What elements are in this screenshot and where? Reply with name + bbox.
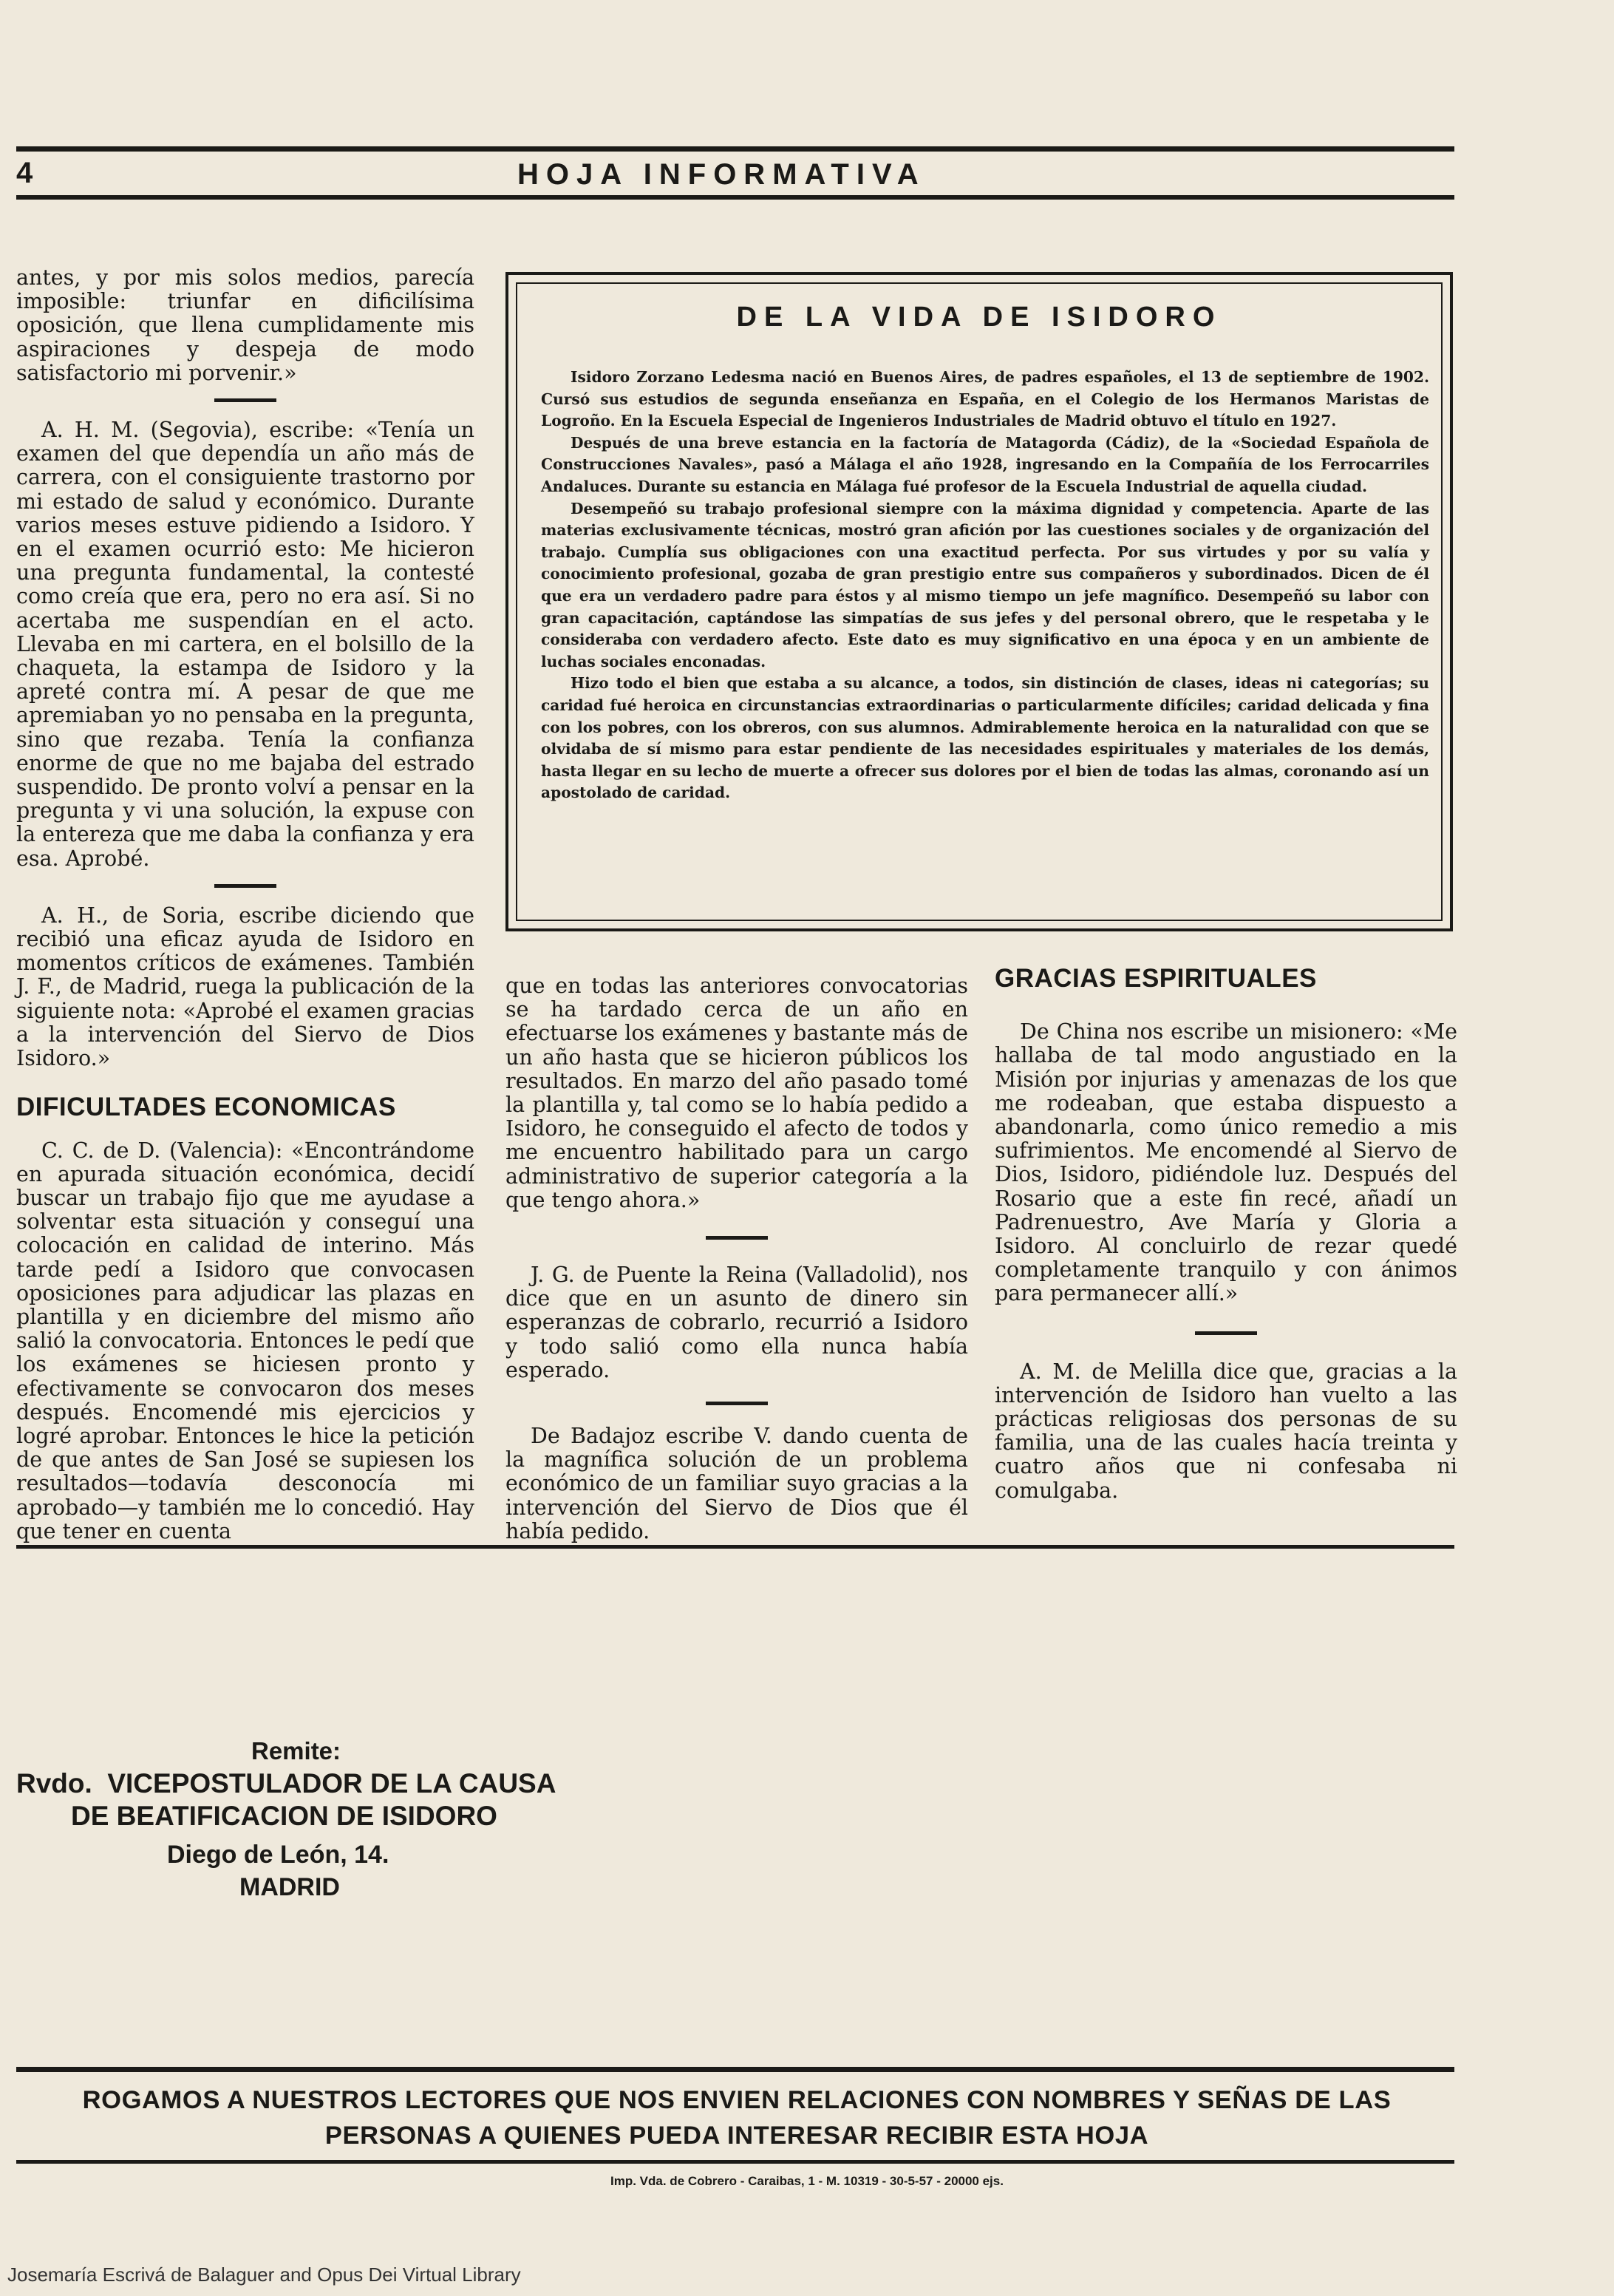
columns-bottom-rule (16, 1545, 1454, 1549)
remite-label: Remite: (251, 1737, 341, 1765)
left-column (16, 266, 474, 1543)
biography-box (505, 272, 1453, 931)
appeal-line-1: ROGAMOS A NUESTROS LECTORES QUE NOS ENVIEN RELACIONES CON NOMBRES Y SEÑAS DE LAS (82, 2086, 1392, 2114)
paragraph: que en todas las anteriores convocatorias se ha tardado cerca de un año en efectuarse los exámenes y bastante más de un año hasta que se hicieron públicos los resultados. En marzo del año pasado tomé la plantilla y, tal como se lo había pedido a Isidoro, he conseguido el afecto de todos y me encuentro habilitado para un cargo administrativo de superior categoría a la que tengo ahora.» (505, 974, 968, 1212)
header-top-rule (16, 146, 1454, 152)
paragraph: A. M. de Melilla dice que, gracias a la intervención de Isidoro han vuelto a las prácticas religiosas dos personas de su familia, una de las cuales hacía treinta y cuatro años que ni confesaba ni comulgaba. (995, 1359, 1457, 1503)
remite-city: MADRID (239, 1873, 340, 1901)
library-credit: Josemaría Escrivá de Balaguer and Opus Dei Virtual Library (7, 2263, 521, 2286)
section-heading-gracias: GRACIAS ESPIRITUALES (995, 964, 1317, 993)
biography-paragraph: Después de una breve estancia en la factoría de Matagorda (Cádiz), de la «Sociedad Española de Construcciones Navales», pasó a Málaga el año 1928, ingresando en la Compañía de los Ferrocarriles Andaluces. Durante su estancia en Málaga fué profesor de la Escuela Industrial de aquella ciudad. (541, 433, 1429, 495)
appeal-bottom-rule (16, 2160, 1454, 2164)
biography-paragraph: Hizo todo el bien que estaba a su alcance, a todos, sin distinción de clases, ideas ni categorías; su caridad fué heroica en circunstancias extraordinarias o particularmente difíciles; caridad delicada y fina con los pobres, con los obreros, con sus alumnos. Admirablemente heroica en la naturalidad con que se olvidaba de sí mismo para estar pendiente de las necesidades espirituales y materiales de los demás, hasta llegar en su lecho de muerte a ofrecer sus dolores por el bien de todas las almas, coronando así un apostolado de caridad. (541, 674, 1429, 802)
printer-imprint: Imp. Vda. de Cobrero - Caraibas, 1 - M. 10319 - 30-5-57 - 20000 ejs. (610, 2174, 1004, 2188)
appeal-top-rule (16, 2067, 1454, 2072)
paragraph: A. H., de Soria, escribe diciendo que recibió una eficaz ayuda de Isidoro en momentos críticos de exámenes. También J. F., de Madrid, ruega la publicación de la siguiente nota: «Aprobé el examen gracias a la intervención del Siervo de Dios Isidoro.» (16, 903, 474, 1071)
remite-address: Diego de León, 14. (167, 1841, 389, 1869)
separator (214, 884, 276, 888)
separator (706, 1402, 768, 1405)
header-bottom-rule (16, 195, 1454, 200)
separator (1195, 1331, 1257, 1335)
biography-title: DE LA VIDA DE ISIDORO (736, 302, 1222, 333)
separator (214, 398, 276, 402)
paragraph: antes, y por mis solos medios, parecía imposible: triunfar en dificilísima oposición, que llena cumplidamente mis aspiraciones y despeja de modo satisfactorio mi porvenir.» (16, 265, 474, 385)
page-number: 4 (16, 157, 33, 189)
appeal-line-2: PERSONAS A QUIENES PUEDA INTERESAR RECIBIR ESTA HOJA (324, 2122, 1149, 2150)
paragraph: A. H. M. (Segovia), escribe: «Tenía un examen del que dependía un año más de carrera, con el consiguiente trastorno por mi estado de salud y económico. Durante varios meses estuve pidiendo a Isidoro. Y en el examen ocurrió esto: Me hicieron una pregunta fundamental, la contesté como creía que era, pero no era así. Si no acertaba me suspendían en el acto. Llevaba en mi cartera, en el bolsillo de la chaqueta, la estampa de Isidoro y la apreté contra mí. A pesar de que me apremiaban yo no pensaba en la pregunta, sino que rezaba. Tenía la confianza enorme de que no me bajaba del estrado suspendido. De pronto volví a pensar en la pregunta y vi una solución, la expuse con la entereza que me daba la confianza y era esa. Aprobé. (16, 418, 474, 871)
middle-column (505, 974, 968, 1543)
paragraph: De Badajoz escribe V. dando cuenta de la magnífica solución de un problema económico de un familiar suyo gracias a la intervención del Siervo de Dios que él había pedido. (505, 1424, 968, 1543)
biography-paragraph: Desempeñó su trabajo profesional siempre con la máxima dignidad y competencia. Aparte de las materias exclusivamente técnicas, mostró gran afición por las cuestiones sociales y de organización del trabajo. Cumplía sus obligaciones con una exactitud perfecta. Por sus virtudes y por su valía y conocimiento profesional, gozaba de gran prestigio entre sus compañeros y subordinados. Dicen de él que era un verdadero padre para éstos y al mismo tiempo un jefe magnífico. Desempeñó su labor con gran capacitación, captándose las simpatías de sus jefes y del personal obrero, que le respetaba y le consideraba con verdadero afecto. Este dato es muy significativo en una época y en un ambiente de luchas sociales enconadas. (541, 499, 1429, 670)
paragraph: J. G. de Puente la Reina (Valladolid), nos dice que en un asunto de dinero sin esperanzas de cobrarlo, recurrió a Isidoro y todo salió como ella nunca había esperado. (505, 1263, 968, 1382)
section-heading-dificultades: DIFICULTADES ECONOMICAS (16, 1093, 396, 1122)
paragraph: De China nos escribe un misionero: «Me hallaba de tal modo angustiado en la Misión por injurias y amenazas de los que me rodeaban, que estaba dispuesto a abandonarla, como único remedio a mis sufrimientos. Me encomendé al Siervo de Dios, Isidoro, pidiéndole luz. Después del Rosario que a este fin recé, añadí un Padrenuestro, Ave María y Gloria a Isidoro. Al concluirlo de rezar quedé completamente tranquilo y con ánimos para permanecer allí.» (995, 1019, 1457, 1306)
right-column (995, 961, 1457, 1503)
separator (706, 1236, 768, 1240)
remite-line-1: Rvdo. VICEPOSTULADOR DE LA CAUSA (16, 1768, 556, 1799)
biography-paragraph: Isidoro Zorzano Ledesma nació en Buenos Aires, de padres españoles, el 13 de septiembre de 1902. Cursó sus estudios de segunda enseñanza en España, en el Colegio de los Hermanos Maristas de Logroño. En la Escuela Especial de Ingenieros Industriales de Madrid obtuvo el título en 1927. (541, 368, 1429, 430)
biography-text (541, 367, 1429, 804)
masthead-title: HOJA INFORMATIVA (517, 158, 926, 191)
paragraph: C. C. de D. (Valencia): «Encontrándome en apurada situación económica, decidí buscar un trabajo fijo que me ayudase a solventar esta situación y conseguí una colocación en calidad de interino. Más tarde pedí a Isidoro que convocasen oposiciones para adjudicar las plazas en plantilla y en diciembre del mismo año salió la convocatoria. Entonces le pedí que los exámenes se hiciesen pronto y efectivamente se convocaron dos meses después. Encomendé mis ejercicios y logré aprobar. Entonces le hice la petición de que antes de San José se supiesen los resultados—todavía desconocía mi aprobado—y también me lo concedió. Hay que tener en cuenta (16, 1138, 474, 1543)
remite-line-2: DE BEATIFICACION DE ISIDORO (71, 1801, 497, 1831)
